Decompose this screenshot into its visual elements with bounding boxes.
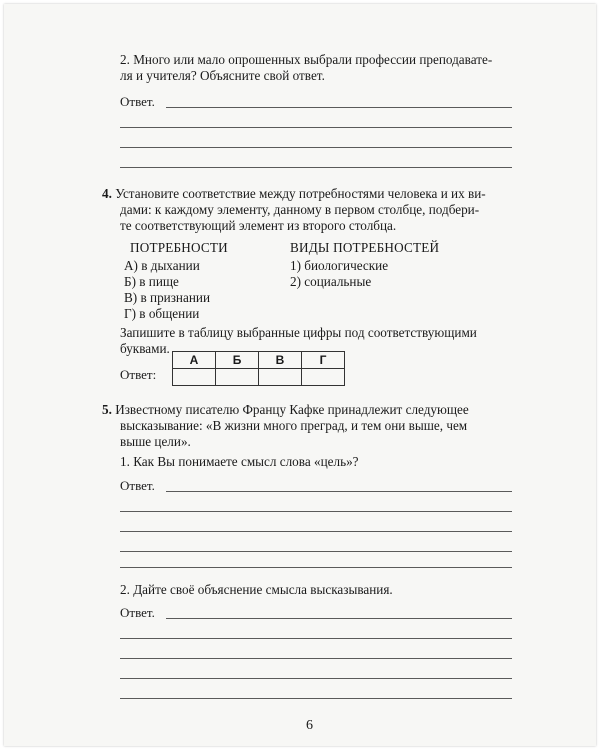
q2-text-line2-prefix: ля	[120, 68, 133, 83]
answer-line[interactable]	[120, 567, 512, 568]
answer-line[interactable]	[120, 658, 512, 659]
needs-item: А) в дыхании	[124, 258, 200, 273]
task5-sub2-question: 2. Дайте своё объяснение смысла высказывания.	[120, 582, 393, 597]
answer-cell[interactable]	[259, 369, 302, 386]
answer-line[interactable]	[120, 551, 512, 552]
q2-answer-label: Ответ.	[120, 94, 155, 109]
task5-number: 5.	[102, 402, 112, 417]
needs-column-header: ПОТРЕБНОСТИ	[130, 240, 228, 255]
need-type-item: 1) биологические	[290, 258, 389, 273]
answer-line[interactable]	[120, 511, 512, 512]
answer-line[interactable]	[120, 638, 512, 639]
need-types-column-header: ВИДЫ ПОТРЕБНОСТЕЙ	[290, 240, 440, 255]
answer-table-header: Б	[216, 352, 259, 369]
task4-text-line3: те соответствующий элемент из второго столбца.	[120, 218, 397, 233]
q2-text-line1: 2. Много или мало опрошенных выбрали профессии преподавате-	[120, 52, 493, 67]
answer-line[interactable]	[120, 147, 512, 148]
task5-sub1-answer-label: Ответ.	[120, 478, 155, 493]
answer-line[interactable]	[120, 698, 512, 699]
task4-instruction-line2: буквами.	[120, 341, 170, 356]
task5-sub2-answer-label: Ответ.	[120, 605, 155, 620]
task5-sub1-question: 1. Как Вы понимаете смысл слова «цель»?	[120, 454, 359, 469]
answer-line[interactable]	[120, 127, 512, 128]
answer-line[interactable]	[120, 678, 512, 679]
page-number: 6	[306, 718, 313, 733]
needs-item: Б) в пище	[124, 274, 179, 289]
answer-table-header: Г	[302, 352, 345, 369]
answer-table	[172, 351, 345, 386]
task4-answer-label: Ответ:	[120, 367, 157, 382]
answer-table-header-row	[173, 352, 345, 369]
answer-line[interactable]	[166, 618, 512, 619]
answer-line[interactable]	[166, 491, 512, 492]
task4-instruction-line1: Запишите в таблицу выбранные цифры под соответствующими	[120, 325, 477, 340]
task5-text-line2: высказывание: «В жизни много преград, и тем они выше, чем	[120, 418, 468, 433]
answer-cell[interactable]	[302, 369, 345, 386]
answer-cell[interactable]	[216, 369, 259, 386]
workbook-page	[4, 4, 596, 746]
answer-table-header: А	[173, 352, 216, 369]
task5-line1: Известному писателю Францу Кафке принадлежит следующее	[115, 402, 469, 417]
answer-line[interactable]	[120, 531, 512, 532]
task5-text-line3: выше цели».	[120, 434, 191, 449]
task4-line1: Установите соответствие между потребностями человека и их ви-	[115, 186, 486, 201]
needs-item: В) в признании	[124, 290, 211, 305]
task4-number: 4.	[102, 186, 112, 201]
answer-line[interactable]	[166, 107, 512, 108]
task4-text-line2: дами: к каждому элементу, данному в первом столбце, подбери-	[120, 202, 480, 217]
task4-text-line1	[102, 186, 486, 202]
answer-table-header: В	[259, 352, 302, 369]
answer-cell[interactable]	[173, 369, 216, 386]
answer-line[interactable]	[120, 167, 512, 168]
q2-text-line2-rest: и учителя? Объясните свой ответ.	[135, 68, 325, 83]
task5-text-line1	[102, 402, 469, 418]
answer-table-input-row	[173, 369, 345, 386]
q2-text-line2	[120, 68, 325, 84]
need-type-item: 2) социальные	[290, 274, 372, 289]
needs-item: Г) в общении	[124, 306, 200, 321]
